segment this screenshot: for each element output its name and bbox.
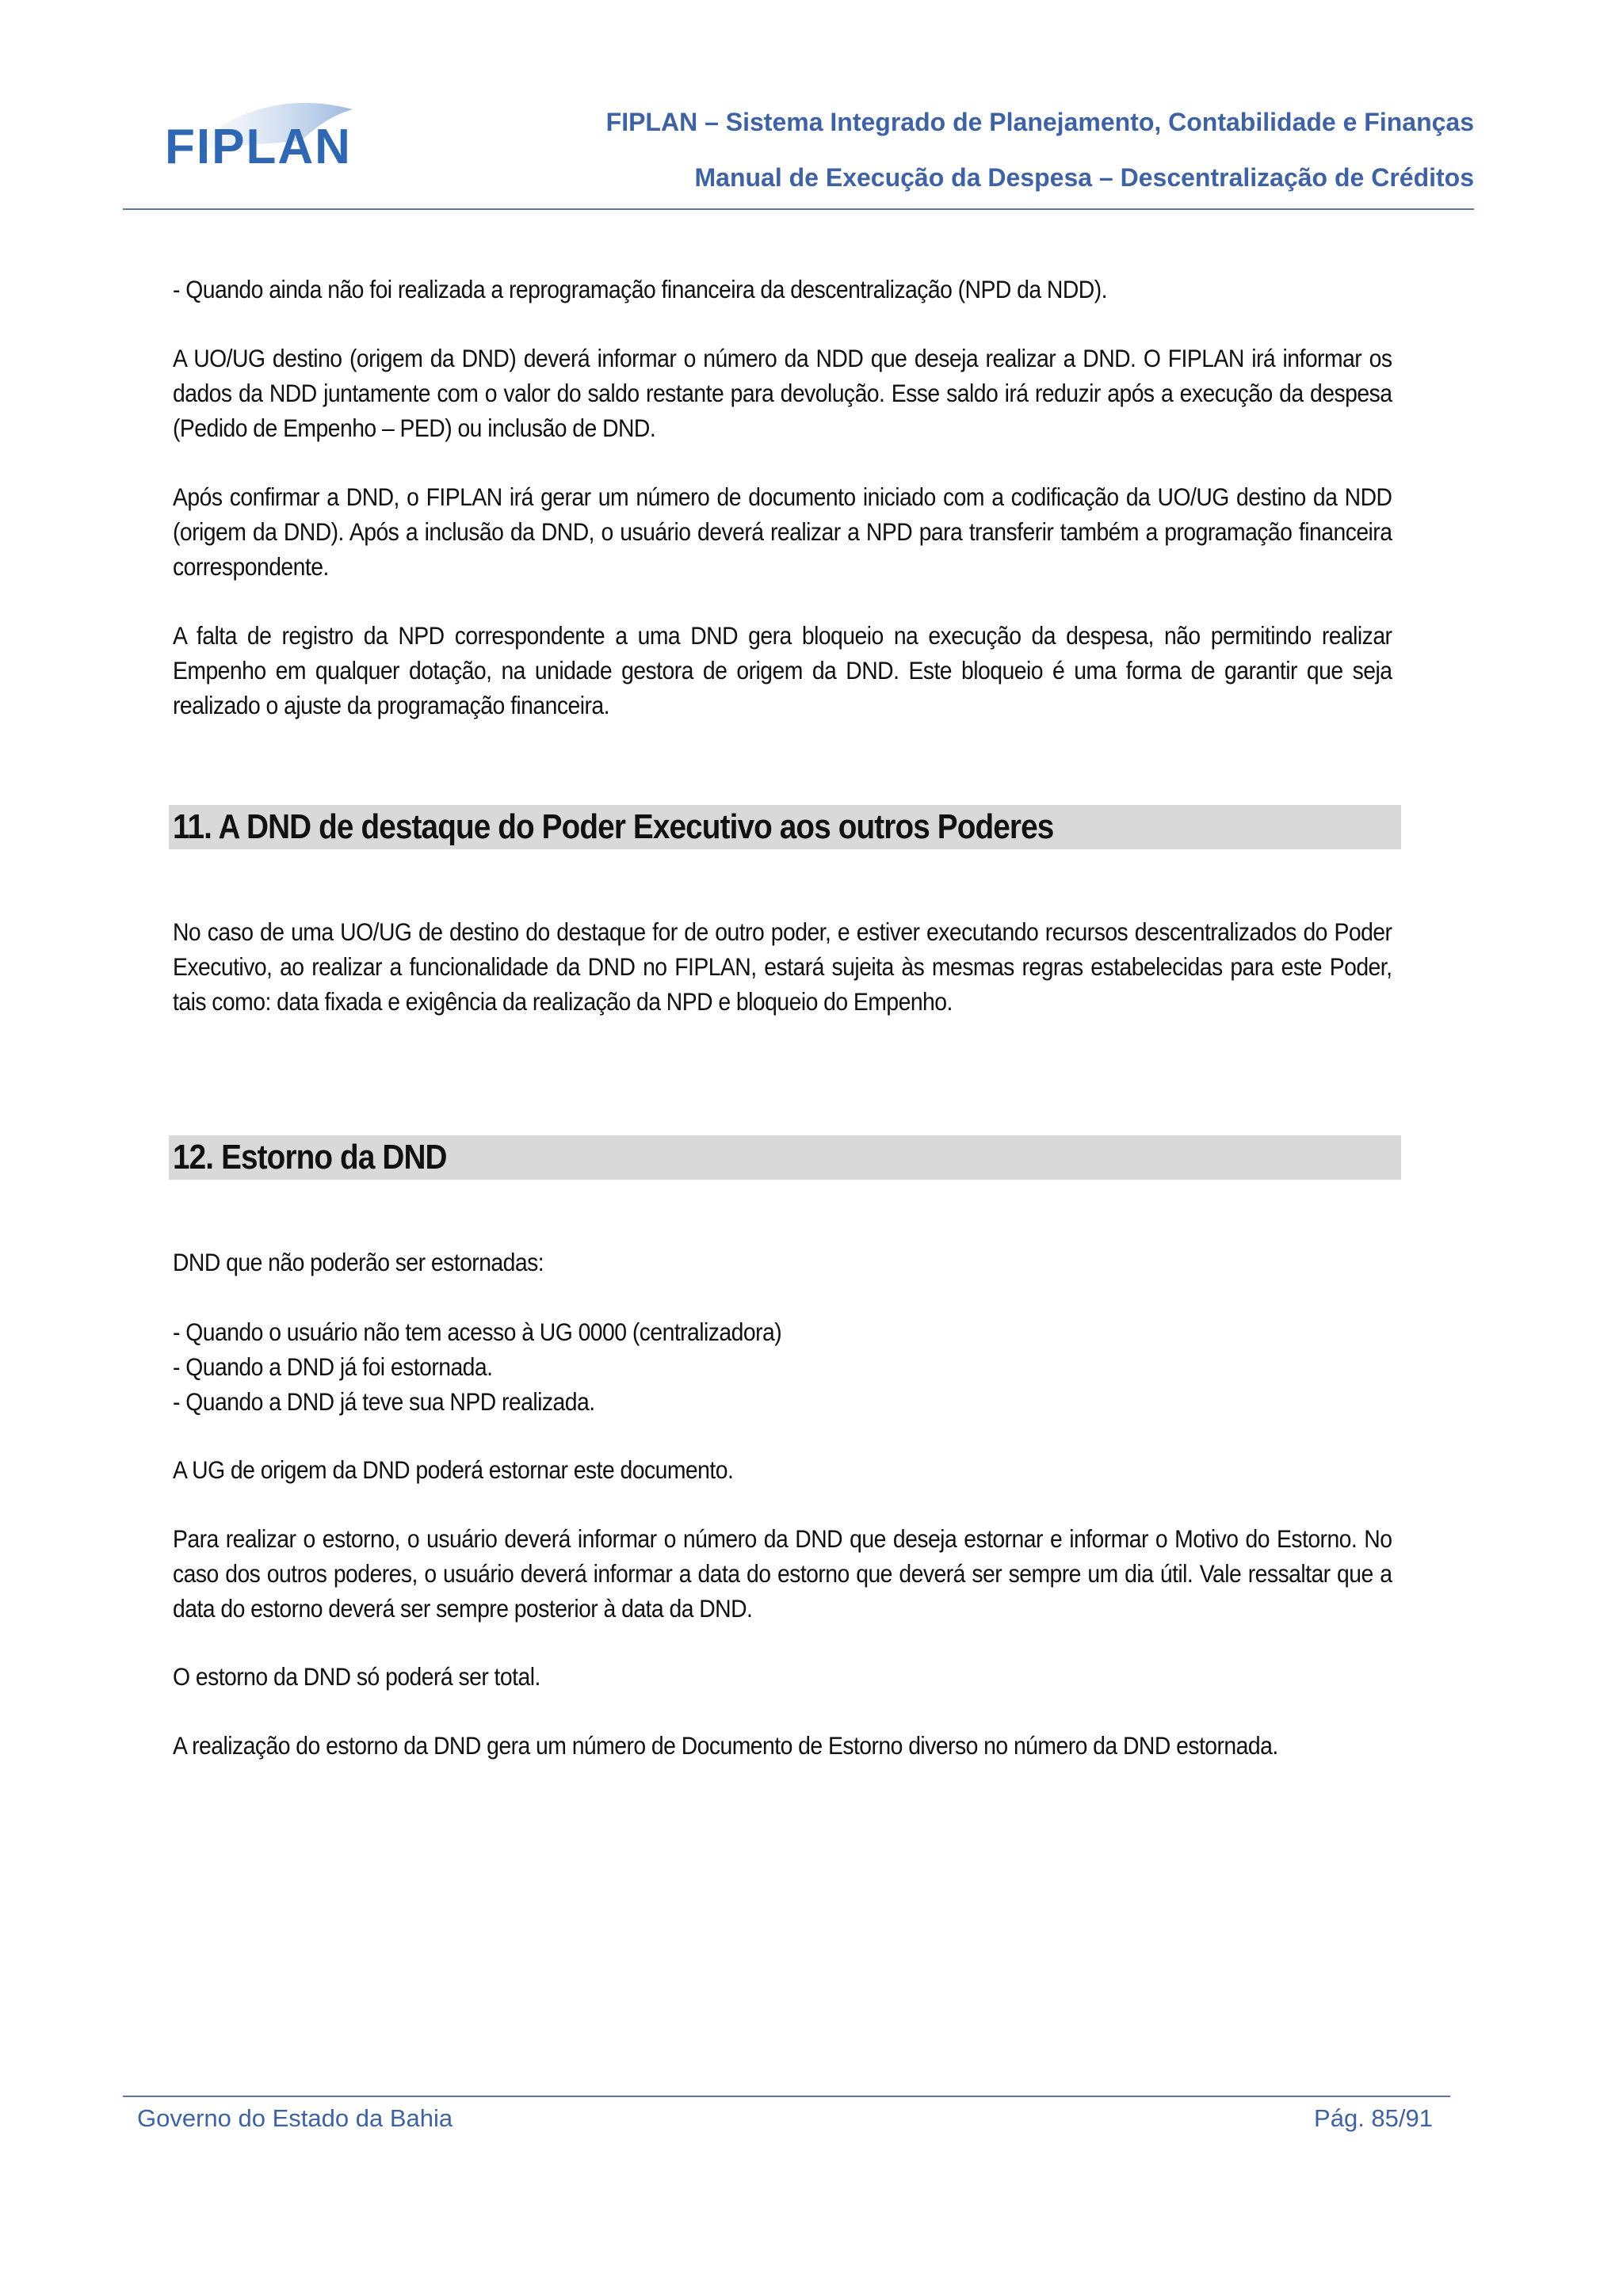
- footer-divider: [123, 2096, 1450, 2097]
- list-item: - Quando a DND já teve sua NPD realizada.: [173, 1387, 595, 1416]
- paragraph: O estorno da DND só poderá ser total.: [173, 1662, 540, 1691]
- section-12-body: [173, 1452, 1393, 1487]
- section-12-body: [173, 1659, 1393, 1694]
- intro-block: [173, 618, 1393, 723]
- paragraph: A falta de registro da NPD correspondente a uma DND gera bloqueio na execução da despesa, não permitindo realizar Empenho em qualquer dotação, na unidade gestora de origem da DND. Este bloqueio é uma forma de garantir que seja realizado o ajuste da programação financeira.: [173, 621, 1392, 719]
- intro-block: [173, 272, 1393, 307]
- page-header: [123, 93, 1474, 209]
- section-11-body: [173, 914, 1393, 1019]
- section-title: 11. A DND de destaque do Poder Executivo aos outros Poderes: [173, 807, 1054, 846]
- header-title-manual: Manual de Execução da Despesa – Descentralização de Créditos: [694, 163, 1474, 192]
- list-item: - Quando o usuário não tem acesso à UG 0000 (centralizadora): [173, 1318, 782, 1346]
- section-12-body: [173, 1728, 1393, 1763]
- page-number: Pág. 85/91: [1314, 2104, 1433, 2132]
- intro-block: [173, 479, 1393, 584]
- section-heading-11: [169, 805, 1401, 849]
- section-title: 12. Estorno da DND: [173, 1138, 447, 1177]
- paragraph: - Quando ainda não foi realizada a reprogramação financeira da descentralização (NPD da NDD).: [173, 275, 1107, 303]
- paragraph: A UO/UG destino (origem da DND) deverá informar o número da NDD que deseja realizar a DND. O FIPLAN irá informar os dados da NDD juntamente com o valor do saldo restante para devolução. Esse saldo irá reduzir após a execução da despesa (Pedido de Empenho – PED) ou inclusão de DND.: [173, 344, 1392, 442]
- paragraph: DND que não poderão ser estornadas:: [173, 1248, 544, 1276]
- paragraph: A UG de origem da DND poderá estornar este documento.: [173, 1455, 734, 1484]
- bullet-list: [173, 1314, 1393, 1419]
- header-divider: [123, 208, 1474, 210]
- paragraph: No caso de uma UO/UG de destino do destaque for de outro poder, e estiver executando recursos descentralizados do Poder Executivo, ao realizar a funcionalidade da DND no FIPLAN, estará sujeita às mesmas regras estabelecidas para este Poder, tais como: data fixada e exigência da realização da NPD e bloqueio do Empenho.: [173, 917, 1392, 1016]
- paragraph: A realização do estorno da DND gera um número de Documento de Estorno diverso no número da DND estornada.: [173, 1731, 1278, 1760]
- fiplan-logo: [143, 93, 380, 181]
- header-title-system: FIPLAN – Sistema Integrado de Planejamento, Contabilidade e Finanças: [605, 108, 1474, 136]
- logo-text: FIPLAN: [165, 120, 352, 174]
- section-12-body: [173, 1245, 1393, 1280]
- paragraph: Para realizar o estorno, o usuário deverá informar o número da DND que deseja estornar e informar o Motivo do Estorno. No caso dos outros poderes, o usuário deverá informar a data do estorno que deverá ser sempre um dia útil. Vale ressaltar que a data do estorno deverá ser sempre posterior à data da DND.: [173, 1524, 1392, 1623]
- list-item: - Quando a DND já foi estornada.: [173, 1352, 493, 1381]
- footer-organization: Governo do Estado da Bahia: [137, 2104, 453, 2132]
- intro-block: [173, 341, 1393, 445]
- paragraph: Após confirmar a DND, o FIPLAN irá gerar um número de documento iniciado com a codificação da UO/UG destino da NDD (origem da DND). Após a inclusão da DND, o usuário deverá realizar a NPD para transferir também a programação financeira correspondente.: [173, 482, 1392, 581]
- section-heading-12: [169, 1135, 1401, 1180]
- section-12-body: [173, 1521, 1393, 1626]
